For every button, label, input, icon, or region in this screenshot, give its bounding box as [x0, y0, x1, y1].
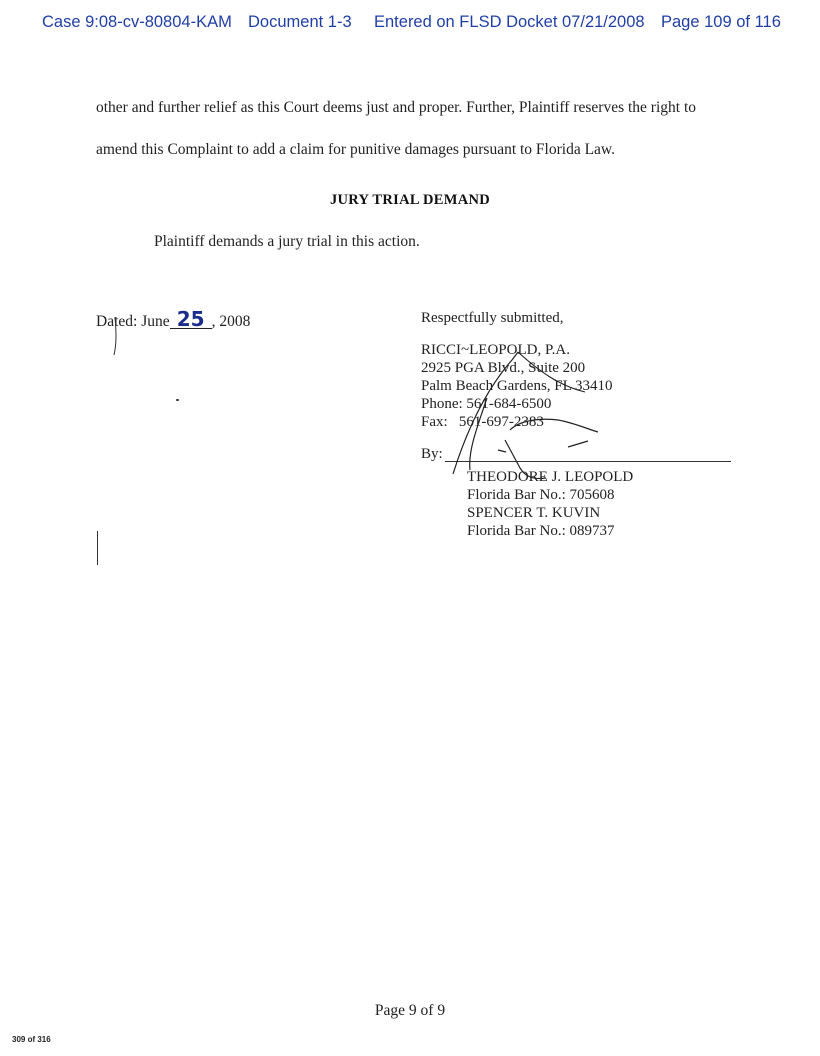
- closing: Respectfully submitted,: [421, 310, 564, 326]
- signature-line: [445, 461, 731, 462]
- document-number: Document 1-3: [248, 13, 352, 31]
- dated-day-handwritten: 25: [170, 310, 212, 329]
- docket-entry-date: Entered on FLSD Docket 07/21/2008: [374, 13, 645, 31]
- dated-line: [96, 307, 251, 331]
- firm-name: RICCI~LEOPOLD, P.A.: [421, 342, 570, 358]
- page-footer: Page 9 of 9: [374, 1002, 446, 1019]
- dated-prefix: Dated: June: [96, 313, 170, 330]
- fax: Fax: 561-697-2383: [421, 414, 544, 430]
- pdf-page-counter: 309 of 316: [12, 1035, 51, 1044]
- attorney-2-bar: Florida Bar No.: 089737: [467, 523, 615, 539]
- phone: Phone: 561-684-6500: [421, 396, 552, 412]
- address-line-1: 2925 PGA Blvd., Suite 200: [421, 360, 586, 376]
- attorney-1-bar: Florida Bar No.: 705608: [467, 487, 615, 503]
- body-line-2: amend this Complaint to add a claim for punitive damages pursuant to Florida Law.: [96, 141, 615, 158]
- address-line-2: Palm Beach Gardens, FL 33410: [421, 378, 613, 394]
- attorney-1-name: THEODORE J. LEOPOLD: [467, 469, 634, 485]
- body-line-1: other and further relief as this Court deems just and proper. Further, Plaintiff reserves the right to: [96, 99, 696, 116]
- attorney-2-name: SPENCER T. KUVIN: [467, 505, 601, 521]
- by-label: By:: [421, 446, 443, 462]
- case-number: Case 9:08-cv-80804-KAM: [42, 13, 232, 31]
- section-heading: JURY TRIAL DEMAND: [329, 192, 491, 208]
- stray-dot: [176, 399, 179, 401]
- margin-mark: [97, 531, 98, 565]
- dated-suffix: , 2008: [211, 313, 251, 330]
- jury-demand-sentence: Plaintiff demands a jury trial in this action.: [154, 233, 420, 250]
- page-of-total: Page 109 of 116: [661, 13, 781, 31]
